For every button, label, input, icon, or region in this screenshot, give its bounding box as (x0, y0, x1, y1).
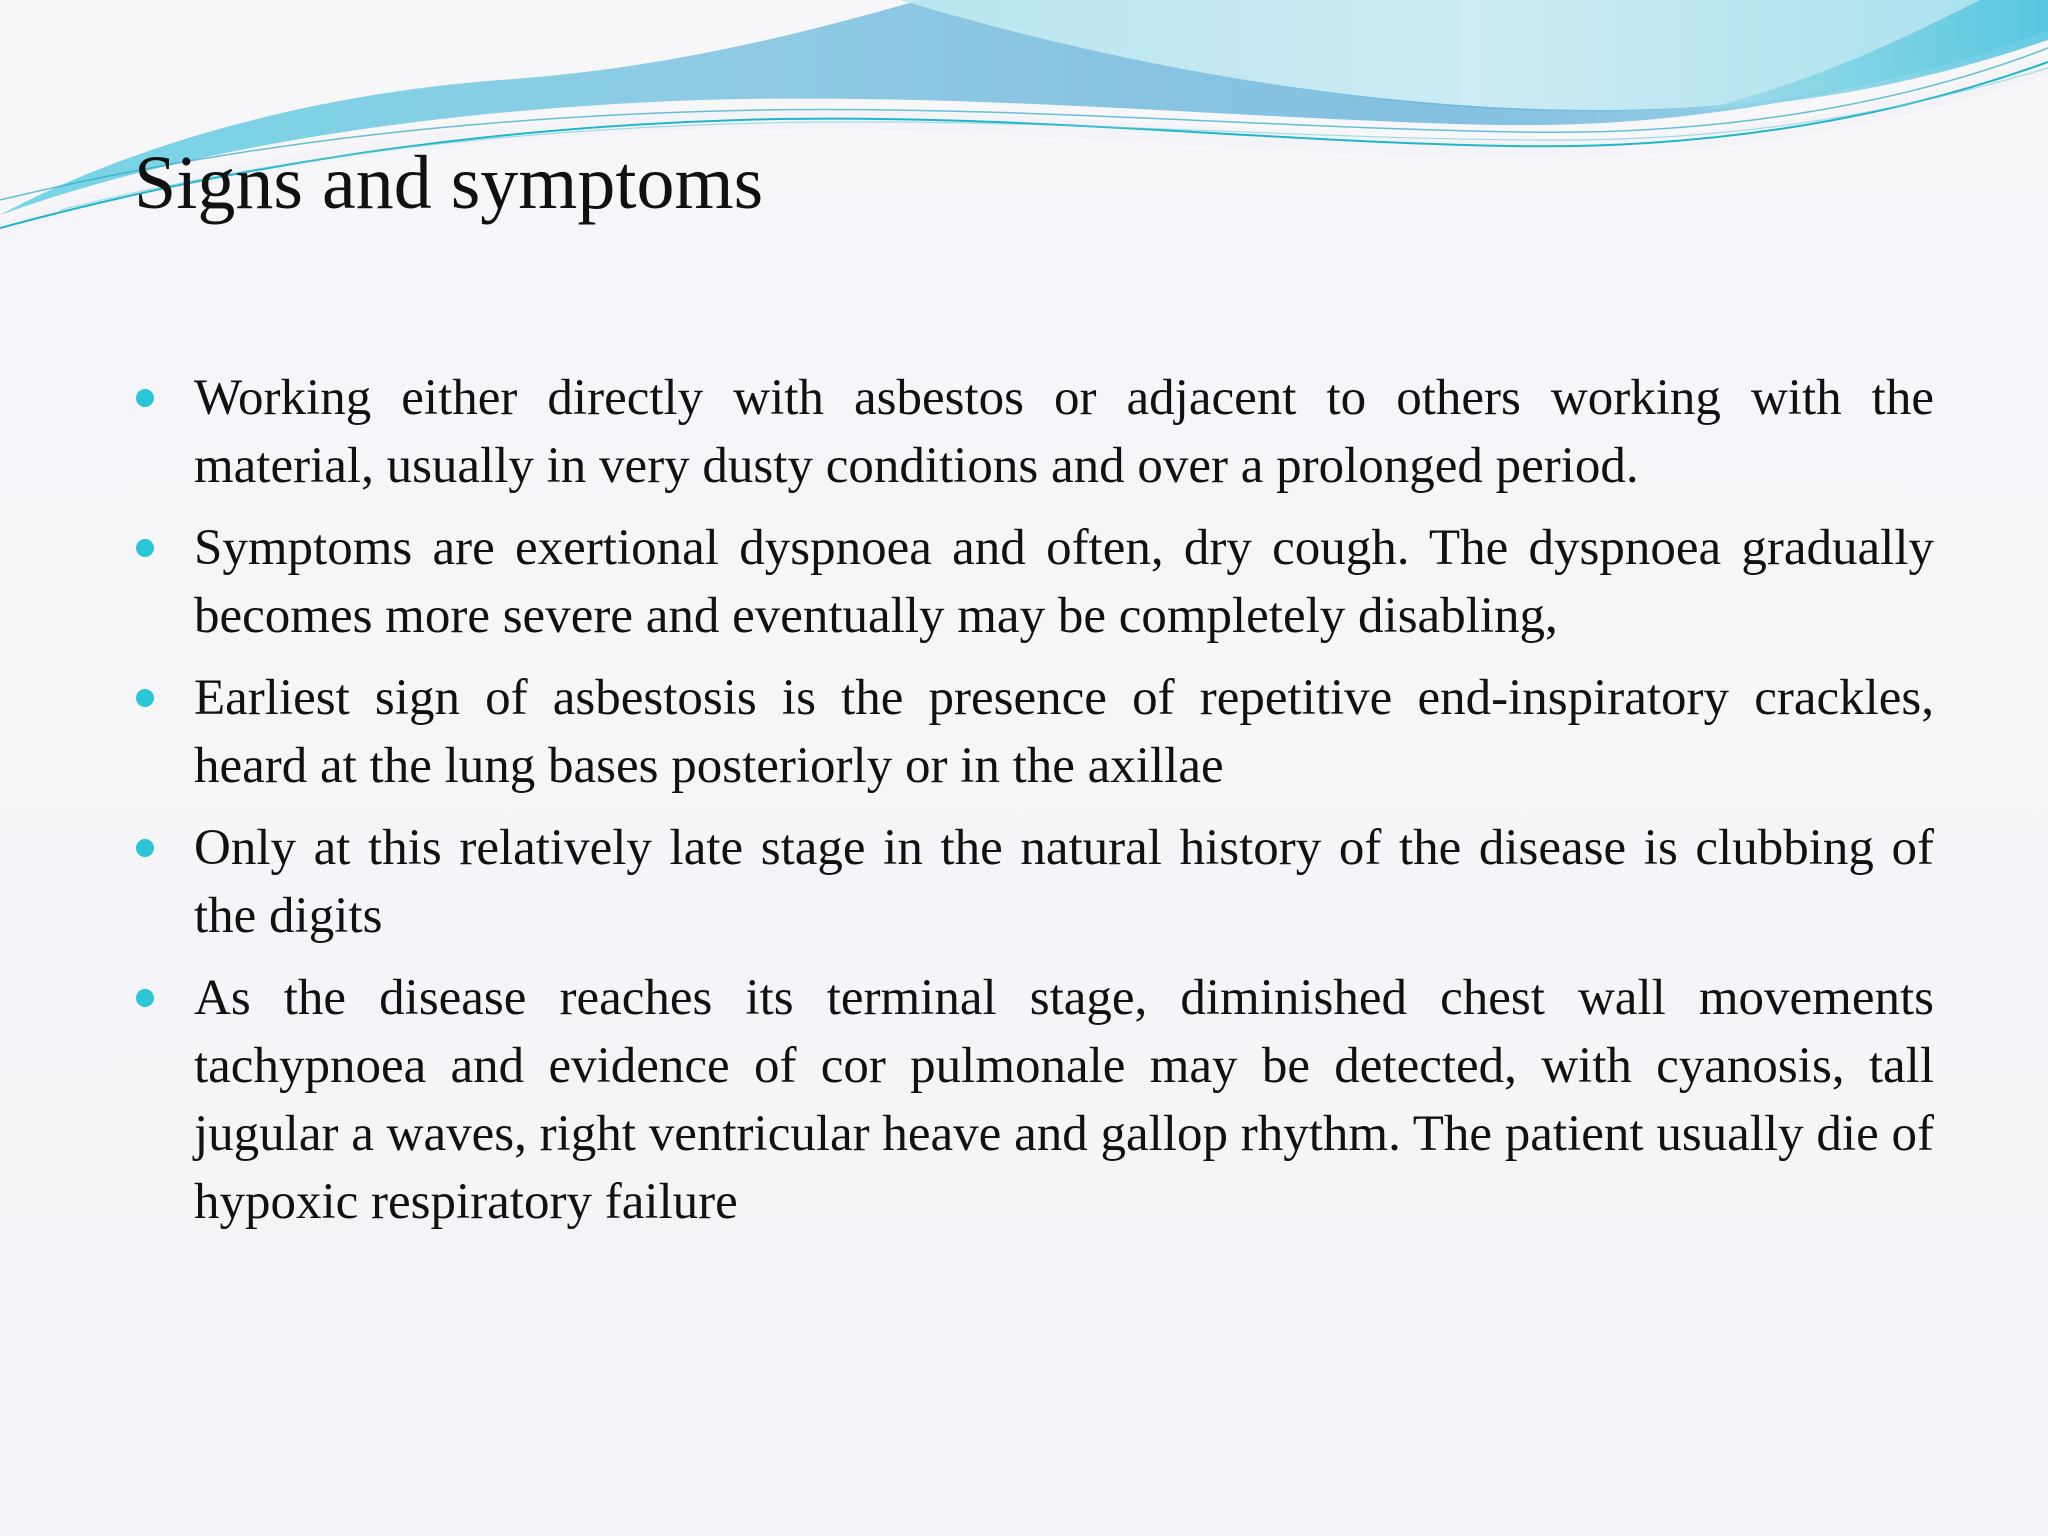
bullet-text: Symptoms are exertional dyspnoea and often, dry cough. The dyspnoea gradually becomes more severe and eventually may be completely disabling, (194, 520, 1934, 644)
bullet-list (134, 364, 1934, 1250)
bullet-item (134, 964, 1934, 1236)
bullet-dot-icon (136, 389, 154, 407)
bullet-item (134, 664, 1934, 800)
slide-title: Signs and symptoms (134, 141, 764, 225)
bullet-item (134, 364, 1934, 500)
bullet-dot-icon (136, 989, 154, 1007)
bullet-text: As the disease reaches its terminal stage, diminished chest wall movements tachypnoea and evidence of cor pulmonale may be detected, with cyanosis, tall jugular a waves, right ventricular heave and gallop rhythm. The patient usually die of hypoxic respiratory failure (194, 970, 1934, 1230)
bullet-dot-icon (136, 689, 154, 707)
bullet-item (134, 514, 1934, 650)
bullet-dot-icon (136, 539, 154, 557)
bullet-item (134, 814, 1934, 950)
bullet-text: Earliest sign of asbestosis is the presence of repetitive end-inspiratory crackles, heard at the lung bases posteriorly or in the axillae (194, 670, 1934, 794)
bullet-text: Only at this relatively late stage in the natural history of the disease is clubbing of the digits (194, 820, 1934, 944)
bullet-text: Working either directly with asbestos or adjacent to others working with the material, usually in very dusty conditions and over a prolonged period. (194, 370, 1934, 494)
bullet-dot-icon (136, 839, 154, 857)
